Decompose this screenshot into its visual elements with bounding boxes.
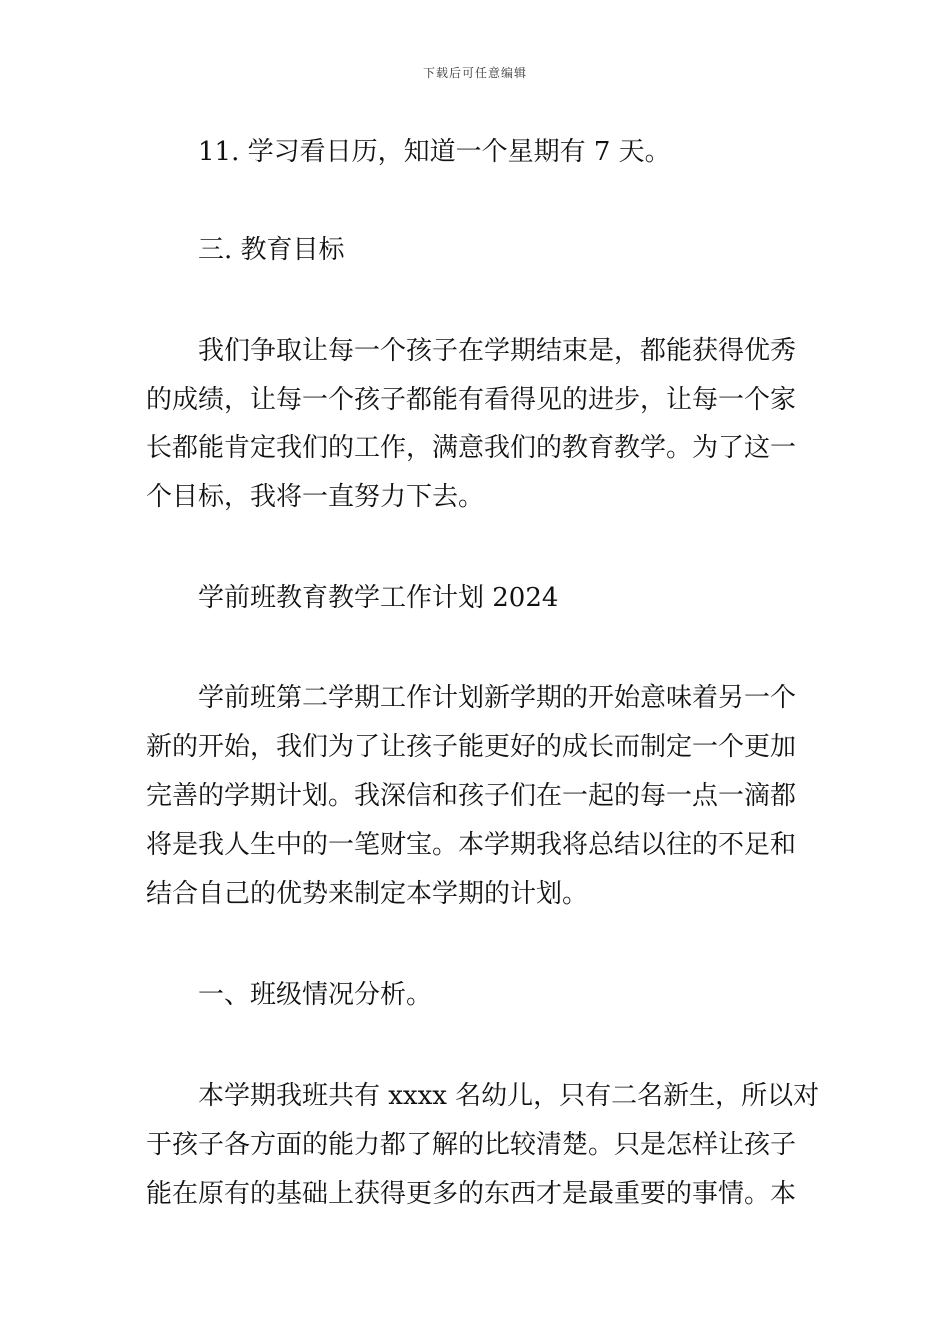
paragraph-line: 完善的学期计划。我深信和孩子们在一起的每一点一滴都 <box>146 781 797 811</box>
paragraph-line: 于孩子各方面的能力都了解的比较清楚。只是怎样让孩子 <box>146 1130 797 1160</box>
paragraph-line: 新的开始，我们为了让孩子能更好的成长而制定一个更加 <box>146 732 797 762</box>
section-heading-education-goals: 三. 教育目标 <box>198 235 345 265</box>
paragraph-line: 将是我人生中的一笔财宝。本学期我将总结以往的不足和 <box>146 830 797 860</box>
section-heading-class-analysis: 一、班级情况分析。 <box>198 980 433 1010</box>
paragraph-line: 能在原有的基础上获得更多的东西才是最重要的事情。本 <box>146 1179 797 1209</box>
list-item-11: 11. 学习看日历，知道一个星期有 7 天。 <box>198 137 671 167</box>
paragraph-line: 长都能肯定我们的工作，满意我们的教育教学。为了这一 <box>146 433 797 463</box>
paragraph-line: 结合自己的优势来制定本学期的计划。 <box>146 879 589 909</box>
paragraph-line: 我们争取让每一个孩子在学期结束是，都能获得优秀 <box>198 336 797 366</box>
page-header: 下载后可任意编辑 <box>422 66 527 80</box>
paragraph-line: 的成绩，让每一个孩子都能有看得见的进步，让每一个家 <box>146 385 797 415</box>
paragraph-line: 个目标，我将一直努力下去。 <box>146 482 485 512</box>
document-title: 学前班教育教学工作计划 2024 <box>198 583 559 613</box>
paragraph-line: 本学期我班共有 xxxx 名幼儿，只有二名新生，所以对 <box>198 1081 820 1111</box>
paragraph-line: 学前班第二学期工作计划新学期的开始意味着另一个 <box>198 683 797 713</box>
